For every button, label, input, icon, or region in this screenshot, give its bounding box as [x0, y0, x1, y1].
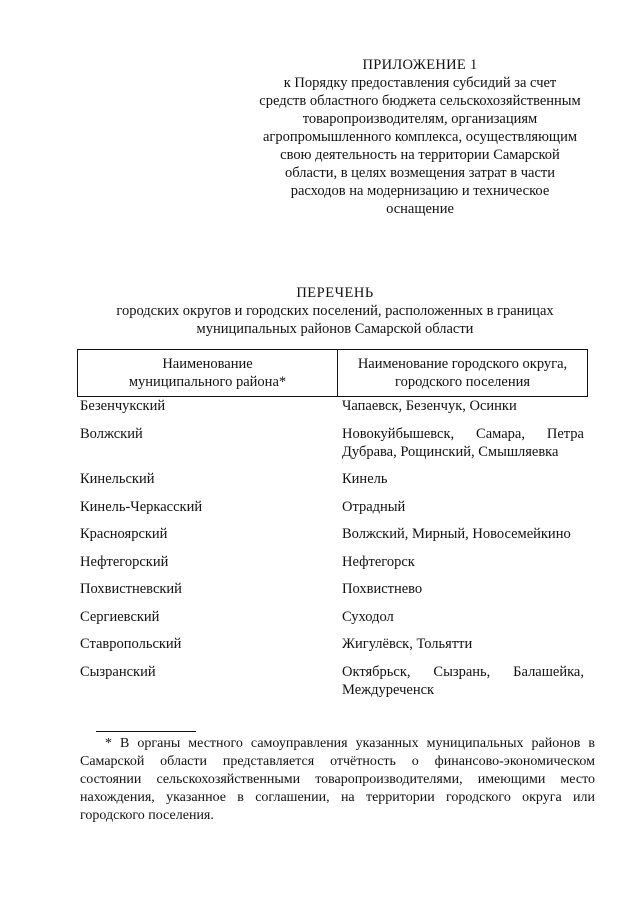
column-header-text: городского поселения — [394, 374, 531, 390]
district-cell: Кинельский — [80, 471, 155, 487]
heading-subtitle-line: муниципальных районов Самарской области — [196, 321, 474, 337]
settlement-cell: Суходол — [342, 608, 394, 625]
settlement-cell: Октябрьск, Сызрань, Балашейка, Междуреченск — [342, 663, 584, 698]
table-row — [80, 397, 588, 415]
appendix-line: к Порядку предоставления субсидий за счет — [283, 75, 557, 91]
table-row — [80, 470, 588, 488]
column-header-district — [78, 350, 338, 397]
district-cell: Красноярский — [80, 526, 168, 542]
column-header-text: Наименование — [162, 356, 253, 372]
settlement-cell: Похвистнево — [342, 581, 423, 597]
settlement-cell: Жигулёвск, Тольятти — [342, 636, 473, 652]
table-row — [80, 425, 588, 461]
appendix-title: ПРИЛОЖЕНИЕ 1 — [362, 57, 478, 73]
district-cell: Кинель-Черкасский — [80, 498, 203, 515]
district-cell: Ставропольский — [80, 636, 182, 652]
district-cell: Безенчукский — [80, 398, 166, 414]
district-cell: Нефтегорский — [80, 553, 169, 570]
column-header-text: Наименование городского округа, — [357, 356, 568, 372]
table-row — [80, 580, 588, 598]
district-cell: Волжский — [80, 425, 143, 442]
appendix-line: оснащение — [386, 201, 454, 217]
appendix-line: свою деятельность на территории Самарской — [280, 147, 560, 163]
table-row — [80, 608, 588, 626]
appendix-header — [250, 56, 590, 218]
footnote: * В органы местного самоуправления указанных муниципальных районов в Самарской области представляется отчётность о финансово-экономическом состоянии сельскохозяйственными товаропроизводителями, имеющими место нахождения, указанное в соглашении, на территории городского округа или городского поселения. — [80, 736, 595, 823]
settlement-cell: Нефтегорск — [342, 553, 415, 570]
appendix-line: расходов на модернизацию и техническое — [290, 183, 550, 199]
table-row — [80, 663, 588, 699]
table-row — [80, 498, 588, 516]
settlement-cell: Новокуйбышевск, Самара, Петра Дубрава, Рощинский, Смышляевка — [342, 425, 584, 460]
heading-subtitle-line: городских округов и городских поселений, расположенных в границах — [116, 303, 554, 319]
table-header — [77, 349, 588, 397]
appendix-line: агропромышленного комплекса, осуществляющим — [262, 129, 578, 145]
district-cell: Сызранский — [80, 663, 156, 680]
table-row — [80, 635, 588, 653]
district-cell: Похвистневский — [80, 581, 182, 597]
settlement-cell: Отрадный — [342, 498, 406, 515]
table-header-row — [78, 350, 588, 397]
table-row — [80, 525, 588, 543]
heading-title: ПЕРЕЧЕНЬ — [296, 285, 374, 301]
settlement-cell: Чапаевск, Безенчук, Осинки — [342, 398, 517, 414]
column-header-settlement — [338, 350, 588, 397]
appendix-line: средств областного бюджета сельскохозяйственным — [259, 93, 581, 109]
district-cell: Сергиевский — [80, 608, 160, 625]
footnote-divider — [96, 731, 196, 732]
settlement-cell: Волжский, Мирный, Новосемейкино — [342, 526, 571, 542]
settlement-cell: Кинель — [342, 471, 388, 487]
document-heading — [80, 284, 590, 338]
column-header-text: муниципального района* — [128, 374, 287, 390]
table-body — [80, 397, 588, 708]
appendix-line: товаропроизводителям, организациям — [302, 111, 538, 127]
table-row — [80, 553, 588, 571]
appendix-line: области, в целях возмещения затрат в части — [284, 165, 556, 181]
